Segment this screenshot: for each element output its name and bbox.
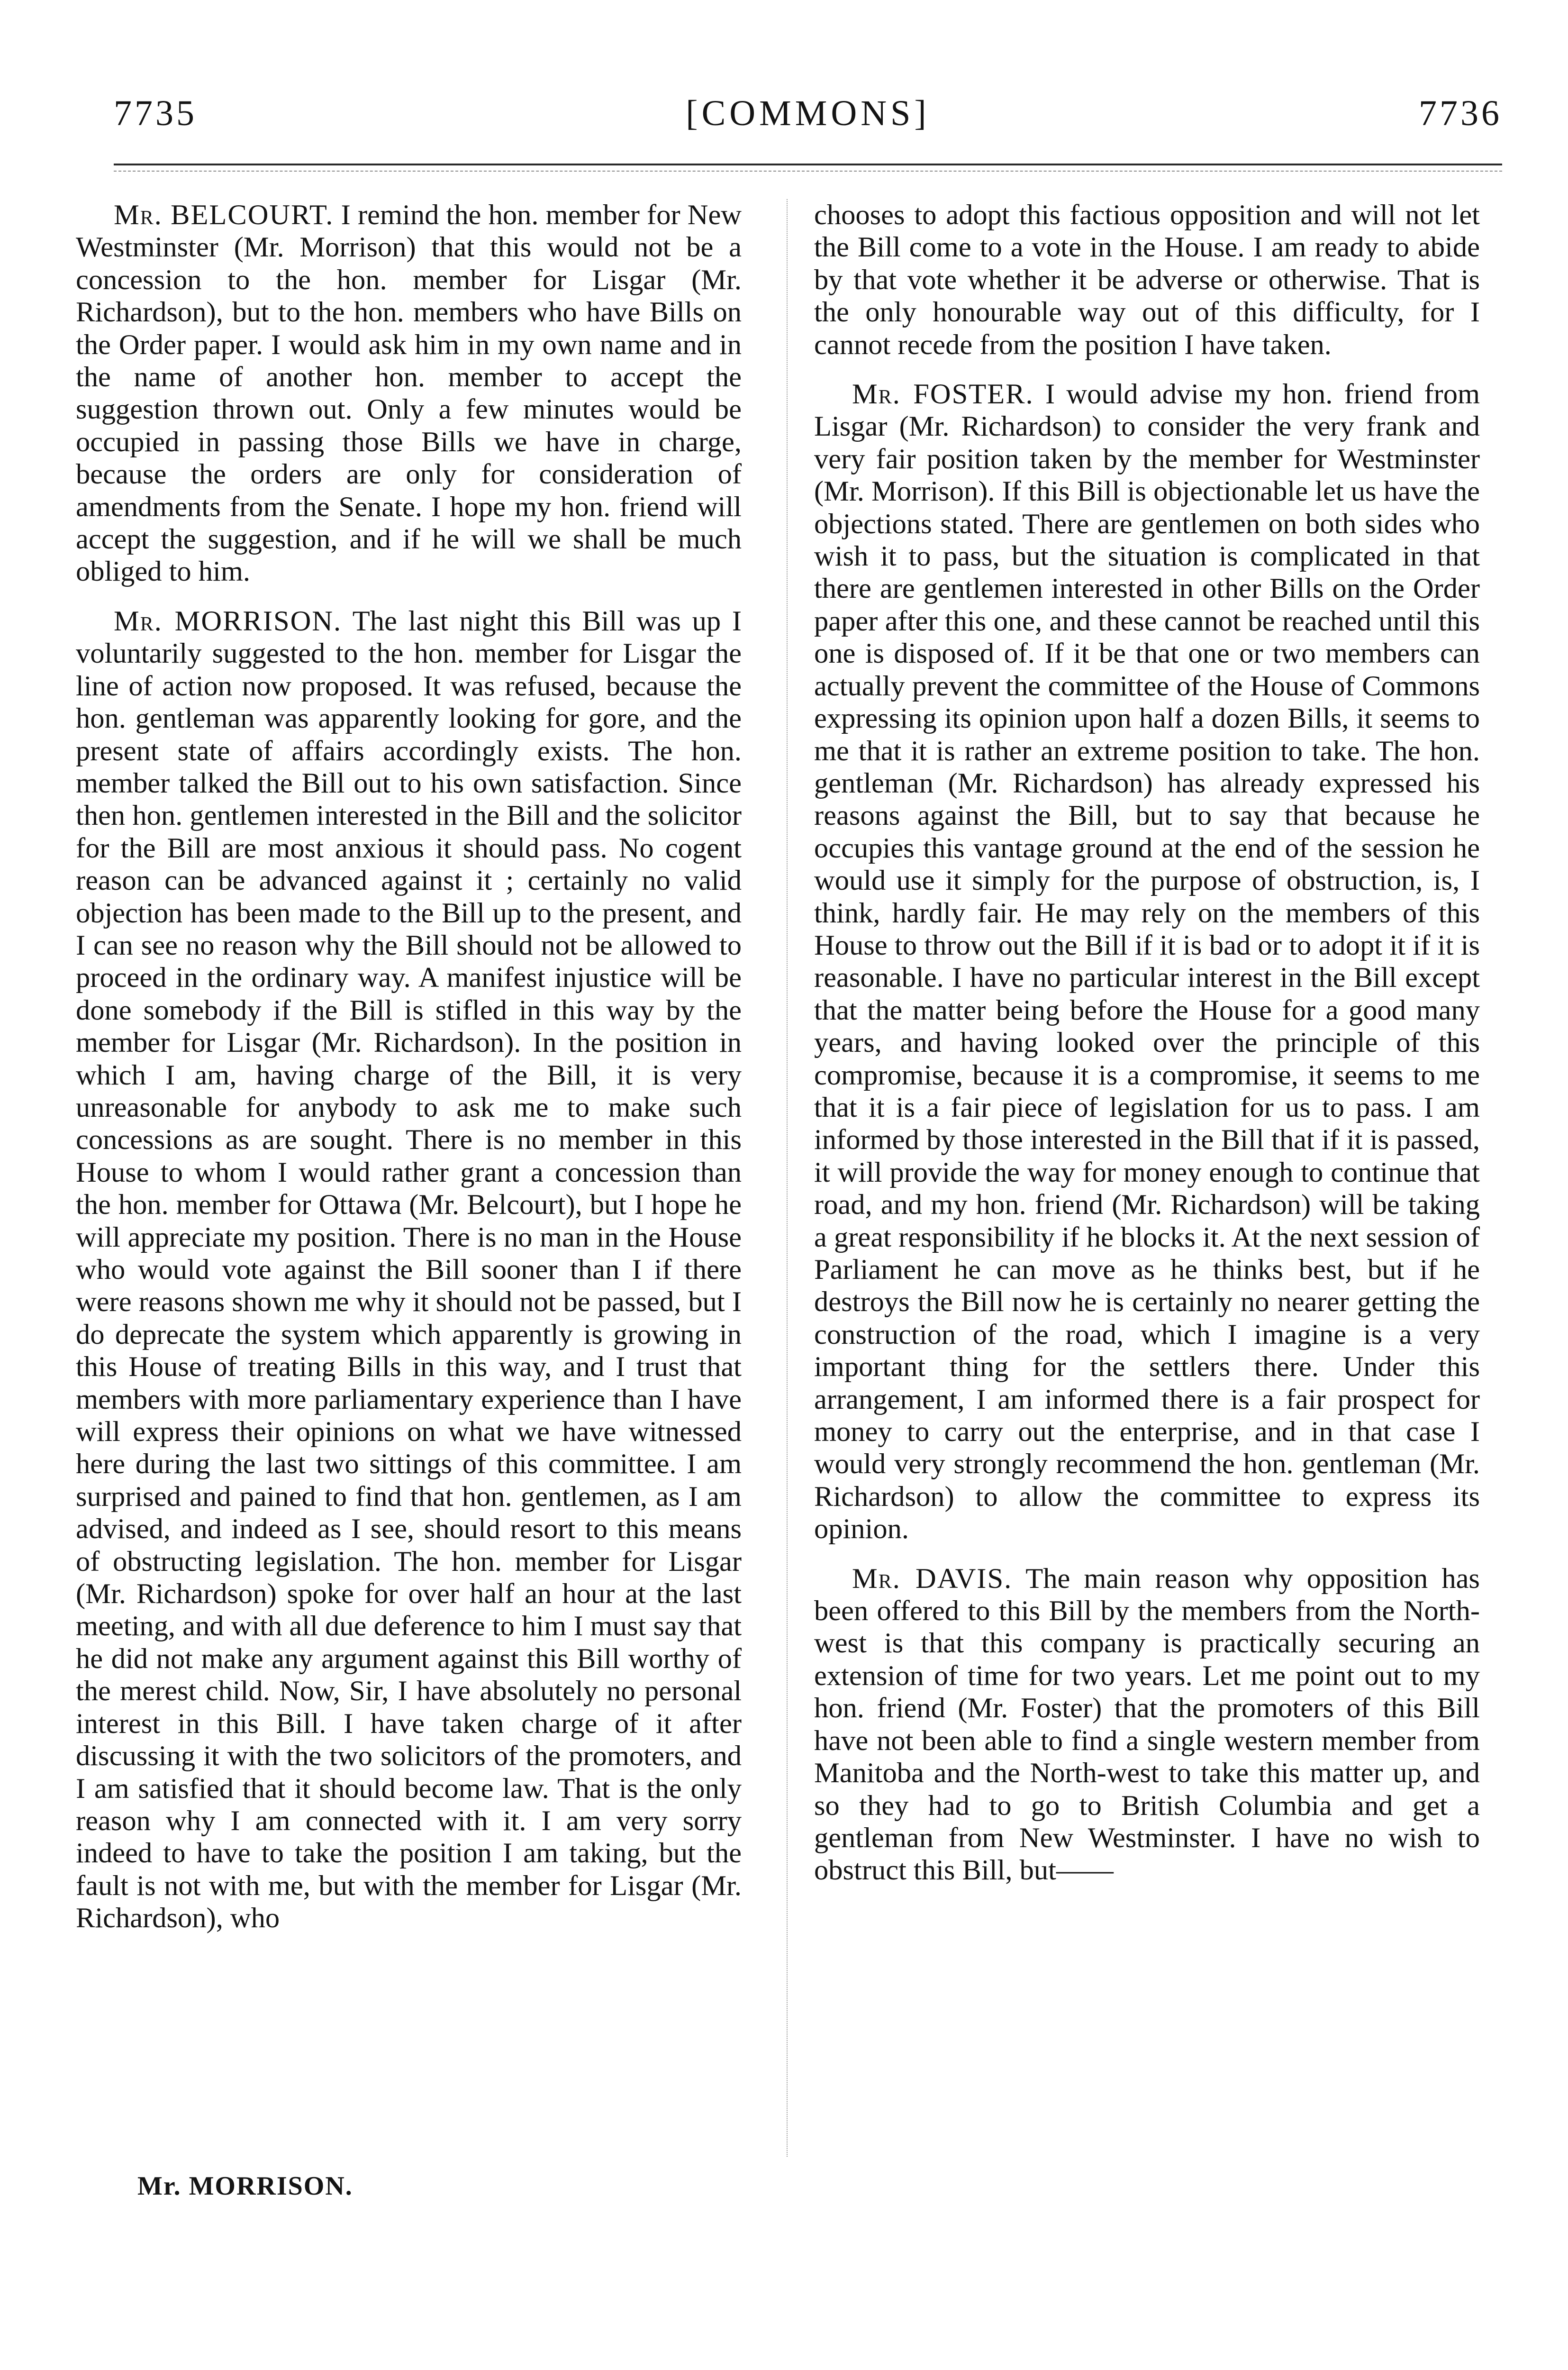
page-title: [COMMONS] — [686, 93, 930, 133]
column-divider — [787, 199, 788, 2157]
speech-paragraph — [76, 605, 742, 1935]
speech-text: I remind the hon. member for New Westminster (Mr. Morrison) that this would not be a concession to the hon. member for Lisgar (Mr. Richardson), but to the hon. members who have Bills on the Order paper. I would ask him in my own name and in the name of another hon. member to accept the suggestion thrown out. Only a few minutes would be occupied in passing those Bills we have in charge, because the orders are only for consideration of amendments from the Senate. I hope my hon. friend will accept the suggestion, and if he will we shall be much obliged to him. — [76, 199, 742, 588]
speech-text: The last night this Bill was up I voluntarily suggested to the hon. member for Lisgar the line of action now proposed. It was refused, because the hon. gentleman was apparently looking for gore, and the present state of affairs accordingly exists. The hon. member talked the Bill out to his own satisfaction. Since then hon. gentlemen interested in the Bill and the solicitor for the Bill are most anxious it should pass. No cogent reason can be advanced against it ; certainly no valid objection has been made to the Bill up to the present, and I can see no reason why the Bill should not be allowed to proceed in the ordinary way. A manifest injustice will be done somebody if the Bill is stifled in this way by the member for Lisgar (Mr. Richardson). In the position in which I am, having charge of the Bill, it is very unreasonable for anybody to ask me to make such concessions as are sought. There is no member in this House to whom I would rather grant a concession than the hon. member for Ottawa (Mr. Belcourt), but I hope he will appreciate my position. There is no man in the House who would vote against the Bill sooner than I if there were reasons shown me why it should not be passed, but I do deprecate the system which apparently is growing in this House of treating Bills in this way, and I trust that members with more parliamentary experience than I have will express their opinions on what we have witnessed here during the last two sittings of this committee. I am surprised and pained to find that hon. gentlemen, as I am advised, and indeed as I see, should resort to this means of obstructing legislation. The hon. member for Lisgar (Mr. Richardson) spoke for over half an hour at the last meeting, and with all due deference to him I must say that he did not make any argument against this Bill worthy of the merest child. Now, Sir, I have absolutely no personal interest in this Bill. I have taken charge of it after discussing it with the two solicitors of the promoters, and I am satisfied that it should become law. That is the only reason why I am connected with it. I am very sorry indeed to have to take the position I am taking, but the fault is not with me, but with the member for Lisgar (Mr. Richardson), who — [76, 605, 742, 1934]
speech-text: The main reason why opposition has been offered to this Bill by the members from the North-west is that this company is practically securing an extension of time for two years. Let me point out to my hon. friend (Mr. Foster) that the promoters of this Bill have not been able to find a single western member from Manitoba and the North-west to take this matter up, and so they had to go to British Columbia and get a gentleman from New Westminster. I have no wish to obstruct this Bill, but—— — [814, 1562, 1480, 1887]
page-number-right: 7736 — [1419, 93, 1502, 133]
speech-paragraph — [814, 199, 1480, 361]
speech-paragraph — [76, 199, 742, 588]
page-footer: Mr. MORRISON. — [137, 2171, 353, 2201]
speech-paragraph — [814, 1563, 1480, 1887]
speaker-name: Mr. MORRISON. — [114, 605, 342, 637]
speaker-name: Mr. DAVIS. — [852, 1562, 1013, 1595]
speech-text: I would advise my hon. friend from Lisgar (Mr. Richardson) to consider the very frank and very fair position taken by the member for Westminster (Mr. Morrison). If this Bill is objectionable let us have the objections stated. There are gentlemen on both sides who wish it to pass, but the situation is complicated in that there are gentlemen interested in other Bills on the Order paper after this one, and these cannot be reached until this one is disposed of. If it be that one or two members can actually prevent the committee of the House of Commons expressing its opinion upon half a dozen Bills, it seems to me that it is rather an extreme position to take. The hon. gentleman (Mr. Richardson) has already expressed his reasons against the Bill, but to say that because he occupies this vantage ground at the end of the session he would use it simply for the purpose of obstruction, is, I think, hardly fair. He may rely on the members of this House to throw out the Bill if it is bad or to adopt it if it is reasonable. I have no particular interest in the Bill except that the matter being before the House for a good many years, and having looked over the principle of this compromise, because it is a compromise, it seems to me that it is a fair piece of legislation for us to pass. I am informed by those interested in the Bill that if it is passed, it will provide the way for money enough to continue that road, and my hon. friend (Mr. Richardson) will be taking a great responsibility if he blocks it. At the next session of Parliament he can move as he thinks best, but if he destroys the Bill now he is certainly no nearer getting the construction of the road, which I imagine is a very important thing for the settlers there. Under this arrangement, I am informed there is a fair prospect for money to carry out the enterprise, and in that case I would very strongly recommend the hon. gentleman (Mr. Richardson) to allow the committee to express its opinion. — [814, 378, 1480, 1545]
speaker-name: Mr. FOSTER. — [852, 378, 1034, 410]
header-rule-secondary — [114, 171, 1502, 172]
right-column — [814, 199, 1480, 1904]
page-header — [114, 93, 1502, 145]
speech-text: chooses to adopt this factious opposition and will not let the Bill come to a vote in the House. I am ready to abide by that vote whether it be adverse or otherwise. That is the only honourable way out of this difficulty, for I cannot recede from the position I have taken. — [814, 199, 1480, 361]
speaker-name: Mr. BELCOURT. — [114, 199, 334, 231]
speech-paragraph — [814, 378, 1480, 1546]
page-number-left: 7735 — [114, 93, 197, 133]
left-column — [76, 199, 742, 1952]
header-rule — [114, 164, 1502, 165]
